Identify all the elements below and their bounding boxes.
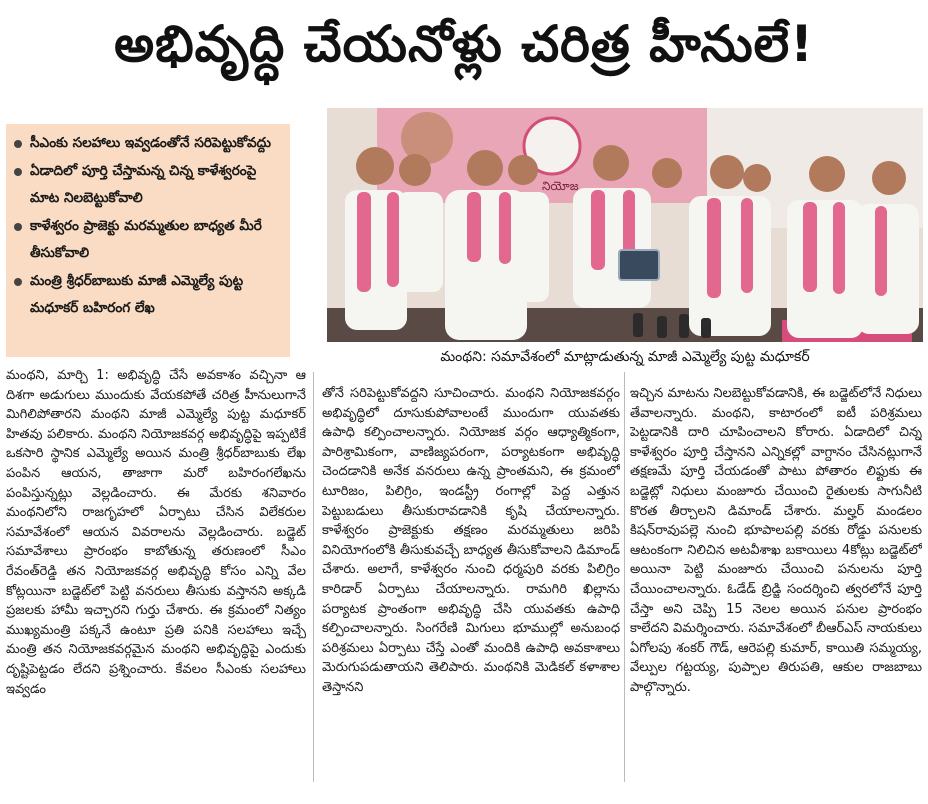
press-meet-illustration — [327, 108, 923, 342]
highlight-text: కాళేశ్వరం ప్రాజెక్టు మరమ్మతుల బాధ్యత మీరే తీసుకోవాలి — [30, 217, 262, 261]
highlight-item — [12, 213, 284, 268]
article-column-1 — [6, 366, 306, 786]
highlight-text: మంత్రి శ్రీధర్‌బాబుకు మాజీ ఎమ్మెల్యే పుట్ట మధూకర్ బహిరంగ లేఖ — [30, 272, 244, 316]
highlights-box — [6, 124, 290, 357]
article-text: తోనే సరిపెట్టుకోవద్దని సూచించారు. మంథని నియోజకవర్గం అభివృద్ధిలో దూసుకుపోవాలంటే ముందుగా యువతకు ఉపాధి కల్పించాలన్నారు. నియోజక వర్గం ఆధ్యాత్మికంగా, పారిశ్రామికంగా, వాణిజ్యపరంగా, పర్యాటకంగా అభివృద్ధి చెందడానికి అనేక వనరులు ఉన్న ప్రాంతమని, ఈ క్రమంలో టూరిజం, పిలిగ్రిం, ఇండస్ట్రీ రంగాల్లో పెద్ద ఎత్తున పెట్టుబడులు తీసుకురావడానికి కృషి చేయాలన్నారు. కాళేశ్వరం ప్రాజెక్టుకు తక్షణం మరమ్మతులు జరిపి వినియోగంలోకి తీసుకువచ్చే బాధ్యత తీసుకోవాలని డిమాండ్ చేశారు. అలాగే, కాళేశ్వరం నుంచి ధర్మపురి వరకు పిలిగ్రిం కారిడార్ ఏర్పాటు చేయాలన్నారు. రామగిరి ఖిల్లాను పర్యాటక ప్రాంతంగా అభివృద్ధి చేసి యువతకు ఉపాధి కల్పించాలన్నారు. సింగరేణి మిగులు భూముల్లో అనుబంధ పరిశ్రమలు ఏర్పాటు చేస్తే ఎంతో మందికి ఉపాధి అవకాశాలు మెరుగుపడుతాయని తెలిపారు. మంథనికి మెడికల్ కళాశాల తెస్తానని — [322, 386, 620, 695]
column-divider — [313, 372, 314, 782]
highlight-item — [12, 130, 284, 158]
highlight-item — [12, 268, 284, 323]
article-column-3 — [630, 384, 922, 804]
bullet-icon — [14, 278, 22, 286]
article-text: మంథని, మార్చి 1: అభివృద్ధి చేసే అవకాశం వచ్చినా ఆ దిశగా అడుగులు ముందుకు వేయకపోతే చరిత్ర హీనులుగానే మిగిలిపోతారని మంథని మాజీ ఎమ్మెల్యే పుట్ట మధూకర్ హితవు పలికారు. మంథని నియోజకవర్గ అభివృద్ధిపై ఇప్పటికే ఒకసారి స్థానిక ఎమ్మెల్యే అయిన మంత్రి శ్రీధర్‌బాబుకు లేఖ పంపిన ఆయన, తాజాగా మరో బహిరంగలేఖను పంపిస్తున్నట్లు వెల్లడించారు. ఈ మేరకు శనివారం మంథనిలోని రాజగృహలో ఏర్పాటు చేసిన విలేకరుల సమావేశంలో ఆయన వివరాలను వెల్లడించారు. బడ్జెట్ సమావేశాలు ప్రారంభం కాబోతున్న తరుణంలో సీఎం రేవంత్‌రెడ్డి తన నియోజకవర్గ అభివృద్ధి కోసం ఎన్ని వేల కోట్లయినా బడ్జెట్‌లో పెట్టి వనరులు తీసుకు వస్తానని అక్కడి ప్రజలకు హామీ ఇచ్చారని గుర్తు చేశారు. ఈ క్రమంలో నిత్యం ముఖ్యమంత్రి పక్కనే ఉంటూ ప్రతి పనికి సలహాలు ఇచ్చే మంత్రి తన నియోజకవర్గమైన మంథని అభివృద్ధిపై ఎందుకు దృష్టిపెట్టడం లేదని ప్రశ్నించారు. కేవలం సీఎంకు సలహాలు ఇవ్వడం — [6, 368, 306, 697]
photo-caption: మంథని: సమావేశంలో మాట్లాడుతున్న మాజీ ఎమ్మెల్యే పుట్ట మధూకర్ — [440, 348, 810, 365]
press-meet-photo — [327, 108, 923, 342]
bullet-icon — [14, 168, 22, 176]
highlight-text: ఏడాదిలో పూర్తి చేస్తామన్న చిన్న కాళేశ్వరంపై మాట నిలబెట్టుకోవాలి — [30, 162, 257, 206]
article-text: ఇచ్చిన మాటను నిలబెట్టుకోవడానికి, ఈ బడ్జెట్‌లోనే నిధులు తేవాలన్నారు. మంథని, కాటారంలో ఐటీ పరిశ్రమలు పెట్టడానికి దారి చూపించాలని కోరారు. ఏడాదిలో చిన్న కాళేశ్వరం పూర్తి చేస్తానని ఎన్నికల్లో వాగ్దానం చేసినట్లుగానే తక్షణమే పూర్తి చేయడంతో పాటు పోతారం లిఫ్టుకు ఈ బడ్జెట్లో నిధులు మంజూరు చేయించి రైతులకు సాగునీటి కొరత తీర్చాలని డిమాండ్ చేశారు. మల్హర్ మండలం కిషన్‌రావుపల్లె నుంచి భూపాలపల్లి వరకు రోడ్డు పనులకు ఆటంకంగా నిలిచిన అటవీశాఖ బకాయిలు 4కోట్లు బడ్జెట్‌లో అయినా పెట్టి మంజూరు చేయించి పనులను పూర్తి చేయించాలన్నారు. ఓడేడ్ బ్రిడ్జి సందర్శించి త్వరలోనే పూర్తి చేస్తా అని చెప్పి 15 నెలల అయిన పనుల ప్రారంభం కాలేదని విమర్శించారు. సమావేశంలో బీఆర్‌ఎస్ నాయకులు ఏగోలపు శంకర్ గౌడ్, ఆరెపల్లి కుమార్, కాయితి సమ్మయ్య, వేల్పుల గట్టయ్య, పుప్పాల తిరుపతి, ఆకుల రాజబాబు పాల్గొన్నారు. — [630, 386, 922, 695]
highlight-text: సీఎంకు సలహాలు ఇవ్వడంతోనే సరిపెట్టుకోవద్దు — [30, 135, 271, 151]
highlight-item — [12, 158, 284, 213]
bullet-icon — [14, 140, 22, 148]
headline: అభివృద్ధి చేయనోళ్లు చరిత్ర హీనులే! — [114, 14, 814, 73]
column-divider — [624, 372, 625, 782]
banner-text: నియోజ — [542, 179, 579, 193]
bullet-icon — [14, 223, 22, 231]
article-column-2 — [322, 384, 620, 804]
